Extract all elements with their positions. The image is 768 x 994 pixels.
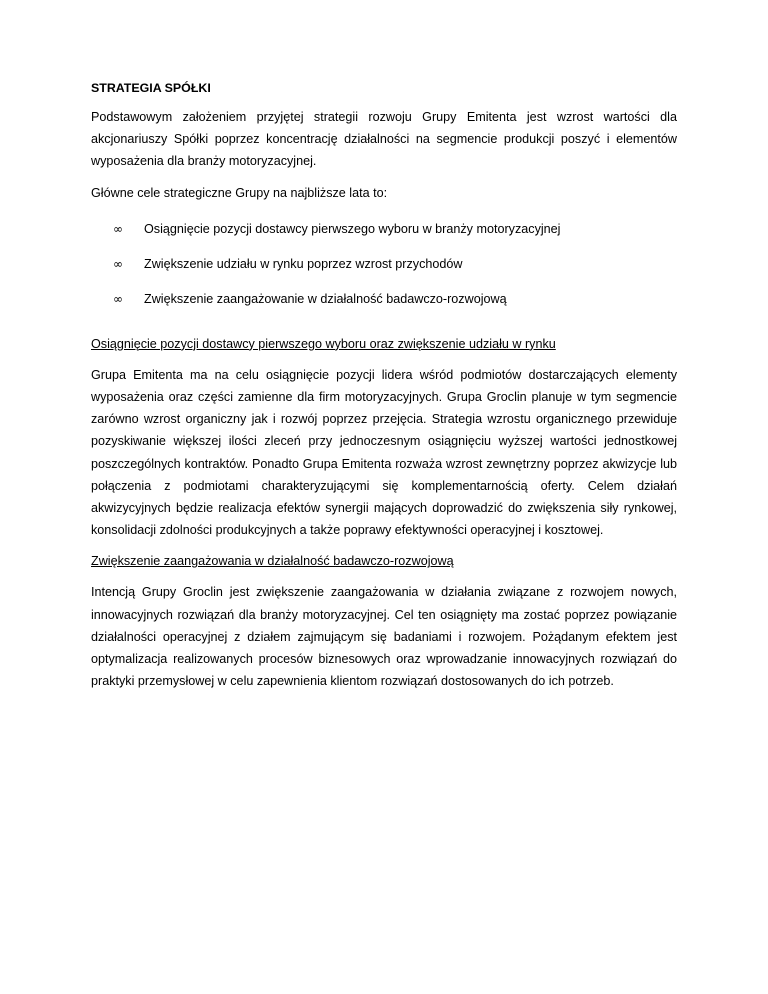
infinity-bullet-icon: ∞ <box>113 256 123 271</box>
goals-intro: Główne cele strategiczne Grupy na najbliższe lata to: <box>91 185 388 200</box>
section-body-research: Intencją Grupy Groclin jest zwiększenie zaangażowania w działania związane z rozwojem nowych, innowacyjnych rozwiązań dla branży motoryzacyjnej. Cel ten osiągnięty ma zostać poprzez powiązanie działalności operacyjnej z działem zajmującym się badaniami i rozwojem. Pożądanym efektem jest optymalizacja realizowanych procesów biznesowych oraz wprowadzanie innowacyjnych rozwiązań do praktyki przemysłowej w celu zapewnienia klientom rozwiązań dostosowanych do ich potrzeb. <box>91 585 677 689</box>
section-heading-research: Zwiększenie zaangażowania w działalność badawczo-rozwojową <box>91 554 454 569</box>
infinity-bullet-icon: ∞ <box>113 291 123 306</box>
section-body-market-position: Grupa Emitenta ma na celu osiągnięcie pozycji lidera wśród podmiotów dostarczających elementy wyposażenia oraz części zamienne dla firm motoryzacyjnych. Grupa Groclin planuje w tym segmencie zarówno wzrost organiczny jak i rozwój poprzez przejęcia. Strategia wzrostu organicznego przewiduje pozyskiwanie większej ilości zleceń przy jednoczesnym osiągnięciu wyższej wartości jednostkowej poszczególnych kontraktów. Ponadto Grupa Emitenta rozważa wzrost zewnętrzny poprzez akwizycje lub połączenia z podmiotami charakteryzującymi się komplementarnością oferty. Celem działań akwizycyjnych będzie realizacja efektów synergii mających doprowadzić do zwiększenia siły rynkowej, konsolidacji zdolności produkcyjnych a także poprawy efektywności operacyjnej i kosztowej. <box>91 367 677 538</box>
goal-text: Osiągnięcie pozycji dostawcy pierwszego wyboru w branży motoryzacyjnej <box>144 221 561 236</box>
goal-item <box>91 253 677 275</box>
document-title: STRATEGIA SPÓŁKI <box>91 81 211 95</box>
document-page <box>91 78 677 701</box>
intro-paragraph: Podstawowym założeniem przyjętej strategii rozwoju Grupy Emitenta jest wzrost wartości dla akcjonariuszy Spółki poprzez koncentrację działalności na segmencie produkcji poszyć i elementów wyposażenia dla branży motoryzacyjnej. <box>91 110 677 169</box>
goal-text: Zwiększenie udziału w rynku poprzez wzrost przychodów <box>144 256 463 271</box>
goals-list <box>91 218 677 310</box>
section-heading-market-position: Osiągnięcie pozycji dostawcy pierwszego wyboru oraz zwiększenie udziału w rynku <box>91 336 556 351</box>
goal-item <box>91 218 677 240</box>
infinity-bullet-icon: ∞ <box>113 221 123 236</box>
goal-text: Zwiększenie zaangażowanie w działalność badawczo-rozwojową <box>144 291 507 306</box>
goal-item <box>91 288 677 310</box>
